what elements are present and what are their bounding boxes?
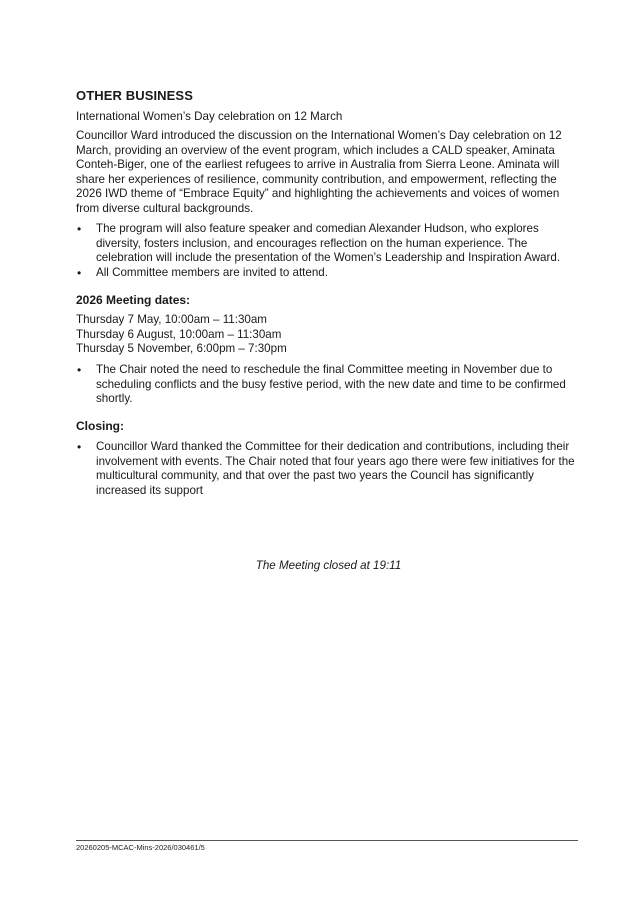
footer-divider: [76, 840, 578, 841]
section-heading: OTHER BUSINESS: [76, 88, 193, 103]
iwd-paragraph: Councillor Ward introduced the discussion on the International Women’s Day celebration on 12 March, providing an overview of the event program, which includes a CALD speaker, Aminata Conteh-Biger, one of the earliest refugees to arrive in Australia from Sierra Leone. Aminata will share her experiences of resilience, community contribution, and empowerment, reflecting the 2026 IWD theme of “Embrace Equity” and highlighting the achievements and voices of women from diverse cultural backgrounds.: [76, 129, 562, 215]
bullet-icon: •: [77, 222, 82, 236]
meeting-dates-list: [76, 313, 287, 357]
bullet-icon: •: [77, 265, 82, 280]
meeting-date: Thursday 5 November, 6:00pm – 7:30pm: [76, 342, 287, 356]
bullet-icon: •: [77, 363, 82, 377]
footer-reference: 20260205-MCAC-Mins-2026/030461/5: [76, 843, 205, 852]
list-item: [76, 440, 581, 498]
meeting-closed-note: The Meeting closed at 19:11: [255, 559, 402, 572]
bullet-text: The program will also feature speaker and comedian Alexander Hudson, who explores diversity, fosters inclusion, and encourages reflection on the human experience. The celebration will include the presentation of the Women’s Leadership and Inspiration Award.: [96, 222, 561, 265]
closing-bullet-list: [76, 440, 581, 498]
list-item: [76, 266, 581, 281]
meeting-date: Thursday 7 May, 10:00am – 11:30am: [76, 313, 267, 326]
bullet-icon: •: [77, 440, 82, 454]
meeting-date: Thursday 6 August, 10:00am – 11:30am: [76, 327, 282, 341]
bullet-text: The Chair noted the need to reschedule the final Committee meeting in November due to scheduling conflicts and the busy festive period, with the new date and time to be confirmed shortly.: [96, 363, 566, 406]
meeting-dates-heading: 2026 Meeting dates:: [76, 293, 191, 307]
iwd-title: International Women’s Day celebration on 12 March: [76, 110, 343, 123]
bullet-text: All Committee members are invited to attend.: [96, 265, 328, 279]
list-item: [76, 363, 581, 407]
bullet-text: Councillor Ward thanked the Committee for their dedication and contributions, including their involvement with events. The Chair noted that four years ago there were few initiatives for the multicultural community, and that over the past two years the Council has significantly increased its support: [96, 440, 575, 497]
closing-heading: Closing:: [76, 419, 124, 433]
iwd-bullet-list: [76, 222, 581, 280]
list-item: [76, 222, 581, 266]
meetings-bullet-list: [76, 363, 581, 407]
